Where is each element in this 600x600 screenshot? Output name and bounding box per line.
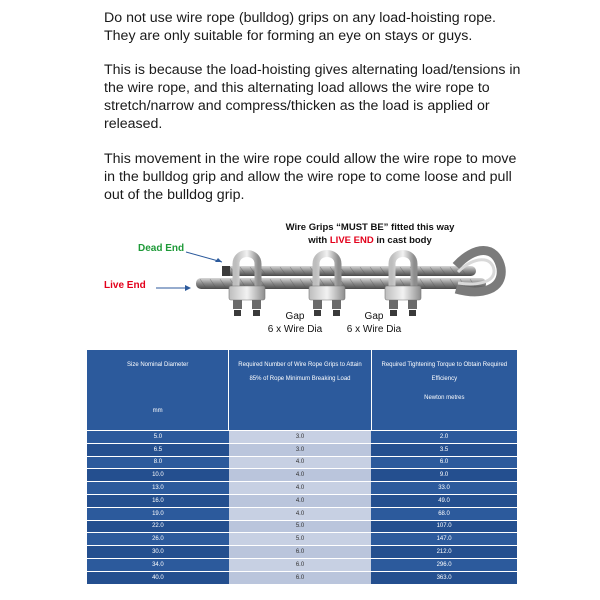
table-row (87, 443, 517, 456)
paragraph-reason (104, 61, 524, 133)
cell-grips: 5.0 (229, 533, 371, 546)
table-row (87, 520, 517, 533)
cell-size: 5.0 (87, 431, 229, 444)
dead-rope (226, 266, 476, 276)
table-row (87, 571, 517, 583)
paragraph-warning (104, 9, 524, 45)
cell-torque: 212.0 (371, 546, 517, 559)
paragraph-text: This movement in the wire rope could allow the wire rope to move in the bulldog grip and allow the wire rope to come loose and pull out of the bulldog grip. (104, 151, 517, 203)
specification-table (87, 350, 517, 584)
cell-torque: 49.0 (371, 494, 517, 507)
cell-size: 26.0 (87, 533, 229, 546)
cell-torque: 296.0 (371, 558, 517, 571)
cell-grips: 3.0 (229, 443, 371, 456)
header-torque: Required Tightening Torque to Obtain Required Efficiency Newton metres (371, 350, 517, 431)
table-row (87, 494, 517, 507)
gap-label-1 (250, 310, 340, 336)
subtitle-prefix: with (308, 235, 328, 246)
cell-torque: 3.5 (371, 443, 517, 456)
cell-torque: 2.0 (371, 431, 517, 444)
cell-grips: 6.0 (229, 546, 371, 559)
paragraph-text: This is because the load-hoisting gives alternating load/tensions in the wire rope, and this alternating load allows the wire rope to stretch/narrow and compress/thicken as the load is applied or released. (104, 62, 521, 132)
subtitle-suffix: in cast body (376, 235, 432, 246)
gap-measure: 6 x Wire Dia (267, 324, 323, 335)
cell-grips: 3.0 (229, 431, 371, 444)
dead-end-cap (222, 266, 230, 276)
cell-size: 16.0 (87, 494, 229, 507)
wire-grip-diagram (96, 216, 516, 340)
cell-torque: 9.0 (371, 469, 517, 482)
header-grips: Required Number of Wire Rope Grips to Attain 85% of Rope Minimum Breaking Load (229, 350, 371, 431)
live-end-label: Live End (104, 280, 146, 291)
table-row (87, 431, 517, 444)
live-end-emphasis: LIVE END (329, 235, 374, 246)
cell-grips: 4.0 (229, 494, 371, 507)
cell-size: 8.0 (87, 456, 229, 469)
table-row (87, 482, 517, 495)
cell-size: 19.0 (87, 507, 229, 520)
cell-torque: 363.0 (371, 571, 517, 583)
gap-word: Gap (364, 311, 384, 322)
cell-size: 13.0 (87, 482, 229, 495)
cell-torque: 147.0 (371, 533, 517, 546)
cell-torque: 68.0 (371, 507, 517, 520)
table-row (87, 558, 517, 571)
table-row (87, 533, 517, 546)
dead-end-arrow (186, 252, 222, 262)
cell-grips: 4.0 (229, 482, 371, 495)
cell-size: 34.0 (87, 558, 229, 571)
paragraph-text: Do not use wire rope (bulldog) grips on any load-hoisting rope. They are only suitable for forming an eye on stays or guys. (104, 10, 496, 44)
cell-grips: 4.0 (229, 507, 371, 520)
cell-grips: 6.0 (229, 571, 371, 583)
table-row (87, 546, 517, 559)
paragraph-movement (104, 150, 524, 204)
gap-word: Gap (285, 311, 305, 322)
header-size: Size Nominal Diameter mm (87, 350, 229, 431)
cell-grips: 5.0 (229, 520, 371, 533)
cell-grips: 6.0 (229, 558, 371, 571)
cell-torque: 107.0 (371, 520, 517, 533)
table-row (87, 456, 517, 469)
cell-grips: 4.0 (229, 456, 371, 469)
table-row (87, 469, 517, 482)
cell-size: 30.0 (87, 546, 229, 559)
cell-grips: 4.0 (229, 469, 371, 482)
gap-measure: 6 x Wire Dia (346, 324, 402, 335)
cell-size: 10.0 (87, 469, 229, 482)
diagram-title: Wire Grips “MUST BE” fitted this way (285, 222, 455, 233)
wire-grip-table (87, 350, 517, 584)
gap-label-2 (329, 310, 419, 336)
live-end-arrow (156, 285, 191, 291)
cell-size: 40.0 (87, 571, 229, 583)
dead-end-label: Dead End (138, 243, 185, 254)
cell-size: 22.0 (87, 520, 229, 533)
cell-torque: 6.0 (371, 456, 517, 469)
cell-size: 6.5 (87, 443, 229, 456)
cell-torque: 33.0 (371, 482, 517, 495)
table-header-row (87, 350, 517, 431)
table-row (87, 507, 517, 520)
